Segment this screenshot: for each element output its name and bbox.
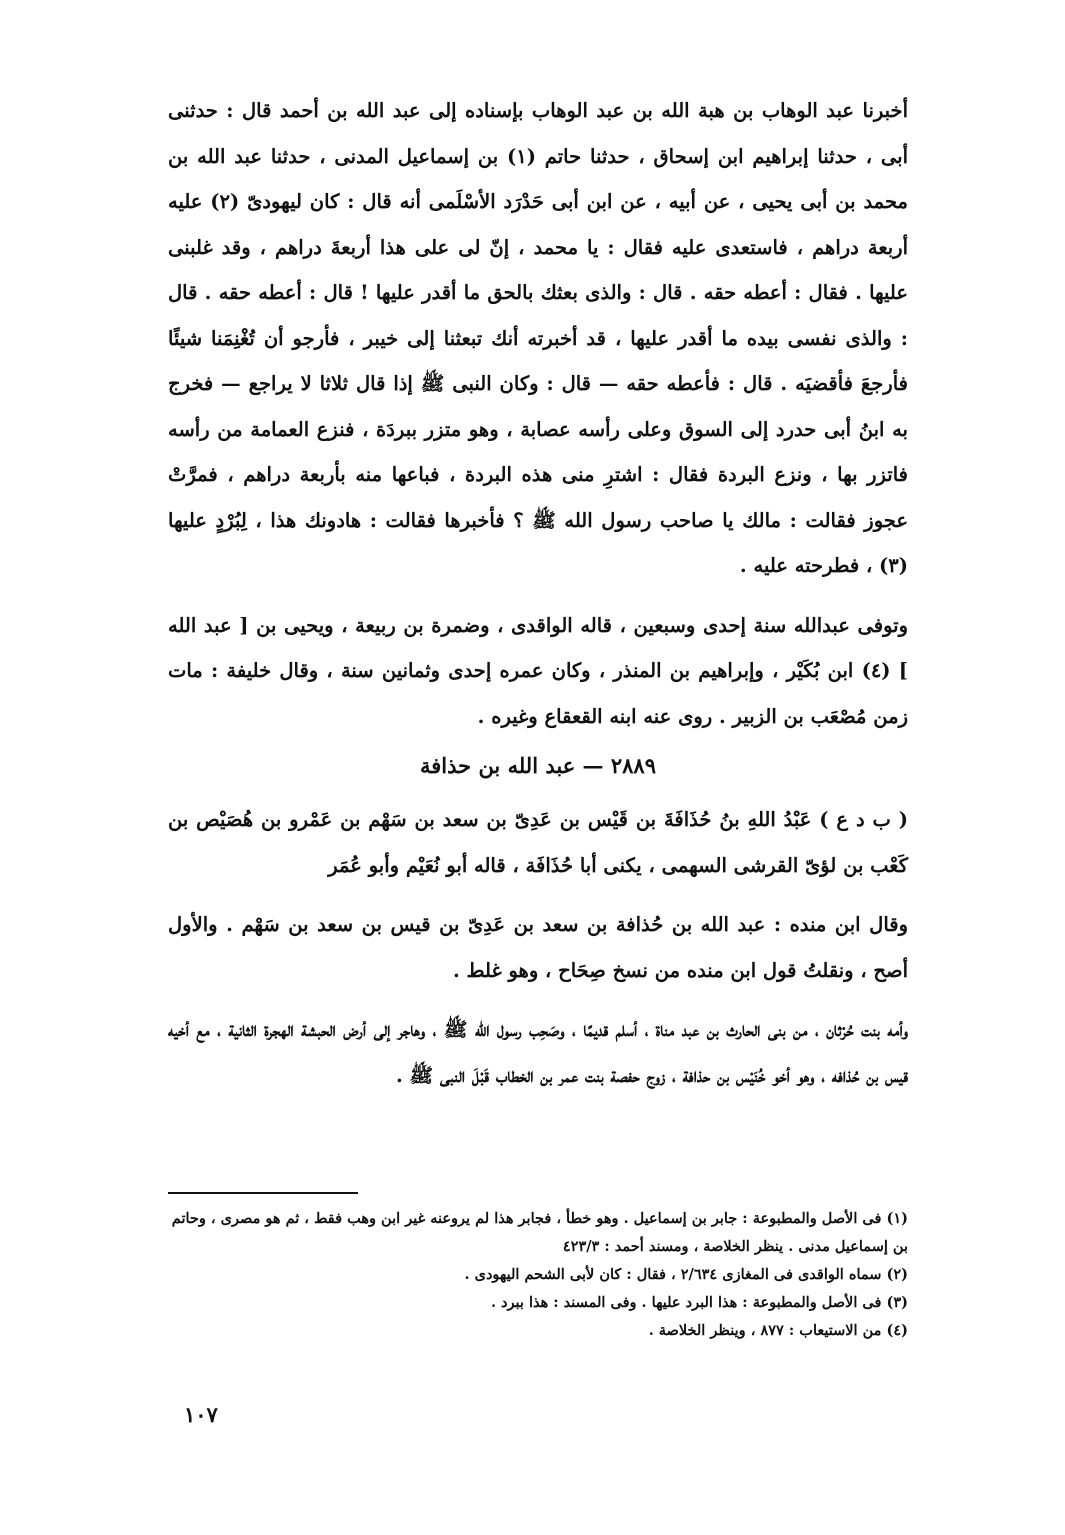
- entry-heading: ٢٨٨٩ — عبد الله بن حذافة: [420, 753, 656, 778]
- footnote-3: (٣) فى الأصل والمطبوعة : هذا البرد عليها . وفى المسند : هذا ببرد .: [490, 1294, 908, 1311]
- footnote-1: (١) فى الأصل والمطبوعة : جابر بن إسماعيل . وهو خطأ ، فجابر هذا لم يروعنه غير ابن وهب فقط ، ثم هو مصرى ، وحاتم بن إسماعيل مدنى . ينظر الخلاصة ، ومسند أحمد : ٤٢٣/٣: [171, 1210, 908, 1255]
- entry-paragraph-ibn-mandah: وقال ابن منده : عبد الله بن حُذافة بن سعد بن عَدِىّ بن قيس بن سعد بن سَهْم . والأول أصح ، ونقلتُ قول ابن منده من نسخ صِحَاح ، وهو غلط .: [168, 913, 908, 982]
- paragraph-gap: [168, 993, 908, 1007]
- footnotes: [168, 1205, 908, 1345]
- paragraph-gap: [168, 888, 908, 902]
- footnote-2: (٢) سماه الواقدى فى المغازى ٢/٦٣٤ ، فقال : كان لأبى الشحم اليهودى .: [464, 1266, 908, 1283]
- paragraph-gap: [168, 589, 908, 603]
- death-paragraph: وتوفى عبدالله سنة إحدى وسبعين ، قاله الواقدى ، وضمرة بن ربيعة ، ويحيى بن [ عبد الله ] (٤) ابن بُكَيْر ، وإبراهيم بن المنذر ، وكان عمره إحدى وثمانين سنة ، وقال خليفة : مات زمن مُصْعَب بن الزبير . روى عنه ابنه القعقاع وغيره .: [168, 613, 908, 728]
- entry-paragraph-lineage: ( ب د ع ) عَبْدُ اللهِ بنُ حُذَافَةَ بن قَيْس بن عَدِىّ بن سعد بن سَهْم بن عَمْرو بن هُصَيْص بن كَعْب بن لؤىّ القرشى السهمى ، يكنى أبا حُذَافَة ، قاله أبو نُعَيْم وأبو عُمَر: [168, 808, 908, 877]
- footnote-4: (٤) من الاستيعاب : ٨٧٧ ، وينظر الخلاصة .: [648, 1322, 908, 1339]
- entry-paragraph-mother: وأمه بنت حُرْثان ، من بنى الحارث بن عبد مناة ، أسلم قديمًا ، وصَحِب رسول الله ﷺ ، وهاجر إلى أرض الحبشة الهجرة الثانية ، مع أخيه قيس بن حُذافه ، وهو أخو خُنَيْس بن حذافة ، زوج حفصة بنت عمر بن الخطاب قَبْلَ النبى ﷺ .: [168, 1018, 908, 1087]
- footnote-separator: [168, 1192, 358, 1194]
- page-number: ١٠٧: [184, 1402, 218, 1427]
- hadith-paragraph: أخبرنا عبد الوهاب بن هبة الله بن عبد الوهاب بإسناده إلى عبد الله بن أحمد قال : حدثنى أبى ، حدثنا إبراهيم ابن إسحاق ، حدثنا حاتم (١) بن إسماعيل المدنى ، حدثنا عبد الله بن محمد بن أبى يحيى ، عن أبيه ، عن ابن أبى حَدْرَد الأسْلَمى أنه قال : كان ليهودىّ (٢) عليه أربعة دراهم ، فاستعدى عليه فقال : يا محمد ، إنّ لى على هذا أربعةَ دراهم ، وقد غلبنى عليها . فقال : أعطه حقه . قال : والذى بعثك بالحق ما أقدر عليها ! قال : أعطه حقه . قال : والذى نفسى بيده ما أقدر عليها ، قد أخبرته أنك تبعثنا إلى خيبر ، فأرجو أن تُغْنِمَنا شيئًا فأرجعَ فأقضيَه . قال : فأعطه حقه — قال : وكان النبى ﷺ إذا قال ثلاثا لا يراجع — فخرج به ابنُ أبى حدرد إلى السوق وعلى رأسه عصابة ، وهو متزر ببردَة ، فنزع العمامة من رأسه فاتزر بها ، ونزع البردة فقال : اشترِ منى هذه البردة ، فباعها منه بأربعة دراهم ، فمرَّتْ عجوز فقالت : مالك يا صاحب رسول الله ﷺ ؟ فأخبرها فقالت : هادونك هذا ، لِبُرْدٍ عليها (٣) ، فطرحته عليه .: [168, 99, 908, 577]
